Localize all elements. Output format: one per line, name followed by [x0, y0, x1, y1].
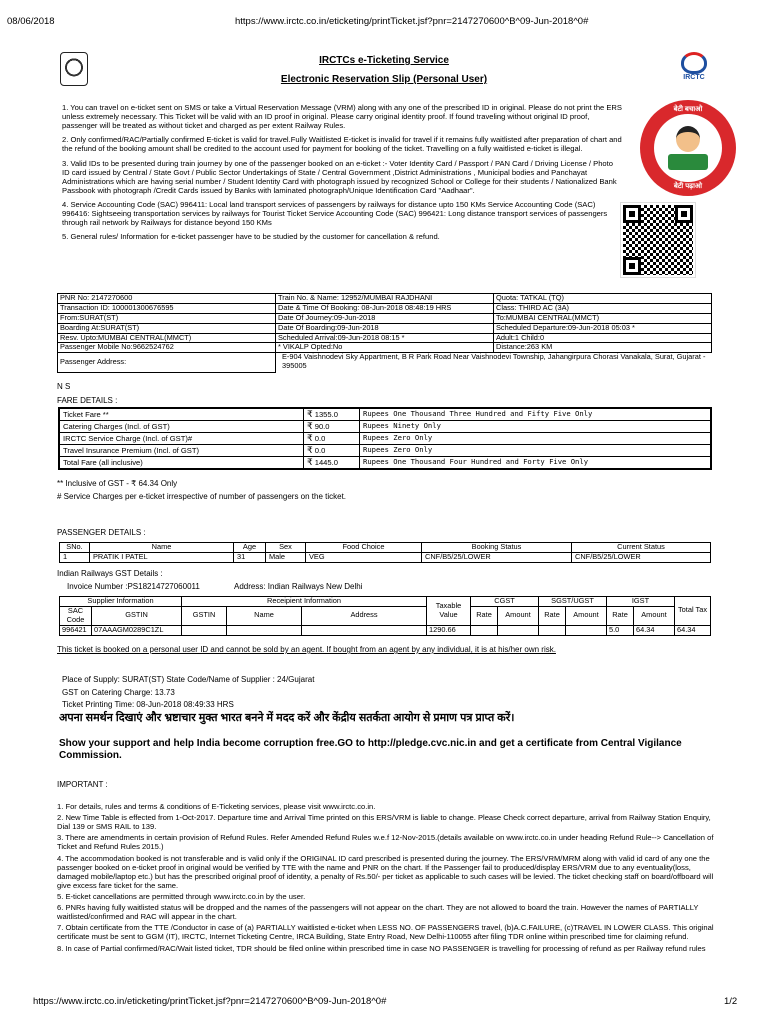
- gst-inclusive-note: [57, 479, 177, 489]
- fare-row: [60, 409, 711, 421]
- note-item: 3. Valid IDs to be presented during train journey by one of the passenger booked on an e-ticket :- Voter Identity Card / Passport / PAN Card / Driving License / Photo ID card issued by Central / State Govt / Public Sector Undertakings of State / Central Government ,District Administrations , Municipal bodies and Panchayat Administrations which are having serial number / Student Identity Card with photograph issued by recognized School or College for their students / Nationalized Bank Passbook with photograph /Credit Cards issued by Banks with laminated photograph/Unique Identification Card "Aadhaar".: [62, 158, 617, 195]
- fare-amount-value: 0.0: [314, 446, 326, 456]
- ticket-print-time: Ticket Printing Time: 08-Jun-2018 08:49:33 HRS: [62, 700, 234, 709]
- important-item: 8. In case of Partial confirmed/RAC/Wait listed ticket, TDR should be filed online within prescribed time in case NO PASSENGER is travelling for processing of refund as per Railway refund rules: [57, 943, 706, 953]
- gst-table: [59, 596, 711, 636]
- recipient-address-header: Address: [302, 606, 427, 625]
- fare-label: IRCTC Service Charge (Incl. of GST)#: [60, 433, 304, 445]
- journey-details-table: [57, 293, 712, 373]
- cgst-header: CGST: [471, 597, 539, 607]
- rupee-icon: ₹: [307, 445, 313, 456]
- fare-amount: [304, 445, 360, 457]
- supplier-gstin: 07AAAGM0289C1ZL: [92, 625, 182, 635]
- important-item: 5. E-ticket cancellations are permitted through www.irctc.co.in by the user.: [57, 891, 306, 901]
- col-current-status: Current Status: [572, 543, 711, 553]
- pax-sex: Male: [266, 552, 306, 562]
- fare-in-words: Rupees One Thousand Four Hundred and Forty Five Only: [360, 457, 711, 469]
- col-age: Age: [234, 543, 266, 553]
- page-number: 1/2: [724, 996, 738, 1007]
- total-tax: 64.34: [675, 625, 711, 635]
- supplier-info-header: Supplier Information: [60, 597, 182, 607]
- important-list: [57, 802, 722, 955]
- slip-title: Electronic Reservation Slip (Personal User): [280, 74, 488, 85]
- important-item: 7. Obtain certificate from the TTE /Conductor in case of (a) PARTIALLY waitlisted e-ticket when LESS NO. OF PASSENGERS travel, (b)A.C.FAILURE, (c)TRAVEL IN LOWER CLASS. This original certificate must be sent to GGM (IT), IRCTC, Internet Ticketing Centre, IRCA Building, State Entry Road, New Delhi-110055 after filing TDR online within prescribed time for claiming refund.: [57, 923, 714, 942]
- instructions: [62, 103, 622, 246]
- fare-amount-value: 1445.0: [314, 458, 338, 468]
- igst-amount: 64.34: [634, 625, 675, 635]
- important-item: 6. PNRs having fully waitlisted status will be dropped and the names of the passengers will not appear on the chart. They are not allowed to board the train. However the names of PARTIALLY waitlisted/confirmed and RAC will appear in the chart.: [57, 903, 699, 922]
- agent-warning: This ticket is booked on a personal user ID and cannot be sold by an agent. If bought from an agent by any individual, it is at his/her own risk.: [57, 645, 556, 654]
- pnr: PNR No: 2147270600: [58, 294, 276, 304]
- pax-food: VEG: [306, 552, 422, 562]
- passenger-mobile: Passenger Mobile No:9662524762: [58, 343, 276, 353]
- booking-date: Date & Time Of Booking: 08-Jun-2018 08:48:19 HRS: [276, 303, 494, 313]
- cgst-rate: [471, 625, 498, 635]
- transaction-id: Transaction ID: 100001300676595: [58, 303, 276, 313]
- fare-amount: [304, 457, 360, 469]
- recipient-address: [302, 625, 427, 635]
- service-charge-note: # Service Charges per e-ticket irrespective of number of passengers on the ticket.: [57, 492, 347, 501]
- fare-amount-value: 0.0: [314, 434, 326, 444]
- fare-amount: [304, 433, 360, 445]
- important-item: 4. The accommodation booked is not transferable and is valid only if the ORIGINAL ID card prescribed is presented during the journey. The ERS/VRM/MRM along with valid id card of any one the passenger booked on e-ticket proof in original would be verified by TTE with the name and PNR on the chart. If the Passenger fail to produced/display ERS/VRM due to any eventuality(loss, damaged mobile/laptop etc.) but has the prescribed original proof of identity, a penalty of Rs.50/- per ticket as applicable to such cases will be levied. The ticket checking staff on board/offboard will give excess fare ticket for the same.: [57, 853, 714, 890]
- rupee-icon: ₹: [307, 433, 313, 444]
- recipient-name-header: Name: [227, 606, 302, 625]
- vikalp-opted: * VIKALP Opted:No: [276, 343, 494, 353]
- col-sno: SNo.: [60, 543, 90, 553]
- ns-label: N S: [57, 382, 71, 391]
- important-item: 3. There are amendments in certain provision of Refund Rules. Refer Amended Refund Rules w.e.f 12-Nov-2015.(details available on www.irctc.co.in under heading Refund Rule--> Cancellation of Ticket and Refund Rules 2015.): [57, 833, 714, 852]
- sgst-header: SGST/UGST: [539, 597, 607, 607]
- fare-in-words: Rupees Zero Only: [360, 445, 711, 457]
- boarding-date: Date Of Boarding:09-Jun-2018: [276, 323, 494, 333]
- gst-catering: GST on Catering Charge: 13.73: [62, 688, 175, 697]
- passenger-count: Adult:1 Child:0: [494, 333, 712, 343]
- fare-row: [60, 421, 711, 433]
- fare-heading: FARE DETAILS :: [57, 396, 118, 405]
- quota: Quota: TATKAL (TQ): [494, 294, 712, 304]
- note-item: 4. Service Accounting Code (SAC) 996411: Local land transport services of passengers by railways for distance upto 150 KMs Service Accounting Code (SAC) 996416: Sightseeing transportation services by railways for Tourist Ticket Service Accounting Code (SAC) 996421: Long distance transport services of passengers through rail network by Railways for distance beyond 150 KMs: [62, 199, 608, 228]
- qr-code: [621, 203, 695, 277]
- col-food: Food Choice: [306, 543, 422, 553]
- passenger-address: E-904 Vaishnodevi Sky Appartment, B R Park Road Near Vaishnodevi Township, Jahangirpura Chorasi Vanakala, Surat, Gujarat - 395005: [282, 352, 706, 371]
- igst-rate: 5.0: [607, 625, 634, 635]
- gst-row: [60, 625, 711, 635]
- fare-row: [60, 457, 711, 469]
- sac-code-header: SAC Code: [60, 606, 92, 625]
- invoice-number: Invoice Number :PS18214727060011: [67, 582, 200, 591]
- to-station: To:MUMBAI CENTRAL(MMCT): [494, 313, 712, 323]
- print-date: 08/06/2018: [7, 16, 55, 27]
- pax-booking-status: CNF/B5/25/LOWER: [422, 552, 572, 562]
- travel-class: Class: THIRD AC (3A): [494, 303, 712, 313]
- important-item: 2. New Time Table is effected from 1-Oct-2017. Departure time and Arrival Time printed on this ERS/VRM is liable to change. Please Check correct departure, arrival from Railway Station Enquiry, Dial 139 or SMS RAIL to 139.: [57, 813, 711, 832]
- fare-label: Ticket Fare **: [60, 409, 304, 421]
- gst-note-post: Only: [158, 479, 178, 488]
- recipient-info-header: Receipient Information: [182, 597, 427, 607]
- pax-age: 31: [234, 552, 266, 562]
- fare-label: Catering Charges (Incl. of GST): [60, 421, 304, 433]
- fare-in-words: Rupees Ninety Only: [360, 421, 711, 433]
- boarding-station: Boarding At:SURAT(ST): [58, 323, 276, 333]
- sac-code: 996421: [60, 625, 92, 635]
- vigilance-english: Show your support and help India become corruption free.GO to http://pledge.cvc.nic.in and get a certificate from Central Vigilance Commission.: [59, 738, 682, 761]
- gst-note-pre: ** Inclusive of GST -: [57, 479, 132, 488]
- fare-amount: [304, 409, 360, 421]
- bbbp-text-top: बेटी बचाओ: [673, 106, 703, 113]
- fare-row: [60, 445, 711, 457]
- scheduled-arrival: Scheduled Arrival:09-Jun-2018 08:15 *: [276, 333, 494, 343]
- irctc-logo-text: IRCTC: [683, 74, 705, 81]
- sgst-rate: [539, 625, 566, 635]
- cgst-amount-header: Amount: [498, 606, 539, 625]
- note-item: 2. Only confirmed/RAC/Partially confirmed E-ticket is valid for travel.Fully Waitlisted E-ticket is invalid for travel if it remains fully waitlisted after preparation of chart and the refund of the booking amount shall be credited to the account used for payment for booking of the ticket. Travelling on a fully waitlisted e-ticket is illegal.: [62, 135, 622, 154]
- passenger-table: [59, 542, 711, 563]
- sgst-amount: [566, 625, 607, 635]
- igst-header: IGST: [607, 597, 675, 607]
- taxable-value-header: Taxable Value: [427, 597, 471, 626]
- cgst-amount: [498, 625, 539, 635]
- service-title: IRCTCs e-Ticketing Service: [319, 55, 449, 66]
- place-of-supply: Place of Supply: SURAT(ST) State Code/Name of Supplier : 24/Gujarat: [62, 675, 315, 684]
- fare-table: [59, 408, 711, 469]
- rupee-icon: ₹: [307, 409, 313, 420]
- sgst-rate-header: Rate: [539, 606, 566, 625]
- beti-bachao-logo: [640, 100, 736, 196]
- recipient-name: [227, 625, 302, 635]
- fare-amount: [304, 421, 360, 433]
- fare-amount-value: 1355.0: [314, 410, 338, 420]
- cgst-rate-header: Rate: [471, 606, 498, 625]
- fare-in-words: Rupees One Thousand Three Hundred and Fifty Five Only: [360, 409, 711, 421]
- vigilance-hindi: अपना समर्थन दिखाएं और भ्रष्टाचार मुक्त भारत बनने में मदद करें और केंद्रीय सतर्कता आयोग से प्रमाण पत्र प्राप्त करें।: [59, 712, 515, 724]
- fare-amount-value: 90.0: [314, 422, 330, 432]
- important-item: 1. For details, rules and terms & conditions of E-Ticketing services, please visit www.irctc.co.in.: [57, 802, 376, 811]
- passenger-row: [60, 552, 711, 562]
- scheduled-departure: Scheduled Departure:09-Jun-2018 05:03 *: [494, 323, 712, 333]
- recipient-gstin: [182, 625, 227, 635]
- distance: Distance:263 KM: [494, 343, 712, 353]
- supplier-gstin-header: GSTIN: [92, 606, 182, 625]
- pax-sno: 1: [60, 552, 90, 562]
- gst-note-amount: 64.34: [138, 479, 159, 488]
- important-heading: IMPORTANT :: [57, 780, 108, 789]
- bbbp-text-bottom: बेटी पढ़ाओ: [673, 182, 703, 190]
- note-item: 1. You can travel on e-ticket sent on SMS or take a Virtual Reservation Message (VRM) along with any one of the prescribed ID in original. Please do not print the ERS unless extremely necessary. This Ticket will be valid with an ID proof in original. Please carry original identity proof. If found traveling without original ID proof, passenger will be treated as without ticket and charged as per extent Railway Rules.: [62, 103, 622, 131]
- rupee-icon: ₹: [131, 479, 137, 488]
- from-station: From:SURAT(ST): [58, 313, 276, 323]
- igst-amount-header: Amount: [634, 606, 675, 625]
- sgst-amount-header: Amount: [566, 606, 607, 625]
- igst-rate-header: Rate: [607, 606, 634, 625]
- pax-current-status: CNF/B5/25/LOWER: [572, 552, 711, 562]
- rupee-icon: ₹: [307, 457, 313, 468]
- gst-address: Address: Indian Railways New Delhi: [234, 582, 363, 591]
- passenger-heading: PASSENGER DETAILS :: [57, 528, 146, 537]
- total-tax-header: Total Tax: [675, 597, 711, 626]
- col-sex: Sex: [266, 543, 306, 553]
- taxable-value: 1290.66: [427, 625, 471, 635]
- col-booking-status: Booking Status: [422, 543, 572, 553]
- journey-date: Date Of Journey:09-Jun-2018: [276, 313, 494, 323]
- fare-label: Travel Insurance Premium (Incl. of GST): [60, 445, 304, 457]
- fare-label: Total Fare (all inclusive): [60, 457, 304, 469]
- train-name: Train No. & Name: 12952/MUMBAI RAJDHANI: [276, 294, 494, 304]
- fare-row: [60, 433, 711, 445]
- page-url: https://www.irctc.co.in/eticketing/printTicket.jsf?pnr=2147270600^B^09-Jun-2018^0#: [235, 16, 589, 27]
- fare-in-words: Rupees Zero Only: [360, 433, 711, 445]
- address-label: Passenger Address:: [58, 353, 276, 373]
- col-name: Name: [90, 543, 234, 553]
- note-item: 5. General rules/ Information for e-ticket passenger have to be studied by the customer for cancellation & refund.: [62, 232, 440, 242]
- reservation-upto: Resv. Upto:MUMBAI CENTRAL(MMCT): [58, 333, 276, 343]
- recipient-gstin-header: GSTIN: [182, 606, 227, 625]
- gst-heading: Indian Railways GST Details :: [57, 569, 163, 578]
- pax-name: PRATIK I PATEL: [90, 552, 234, 562]
- footer-url: https://www.irctc.co.in/eticketing/printTicket.jsf?pnr=2147270600^B^09-Jun-2018^0#: [33, 996, 387, 1007]
- rupee-icon: ₹: [307, 421, 313, 432]
